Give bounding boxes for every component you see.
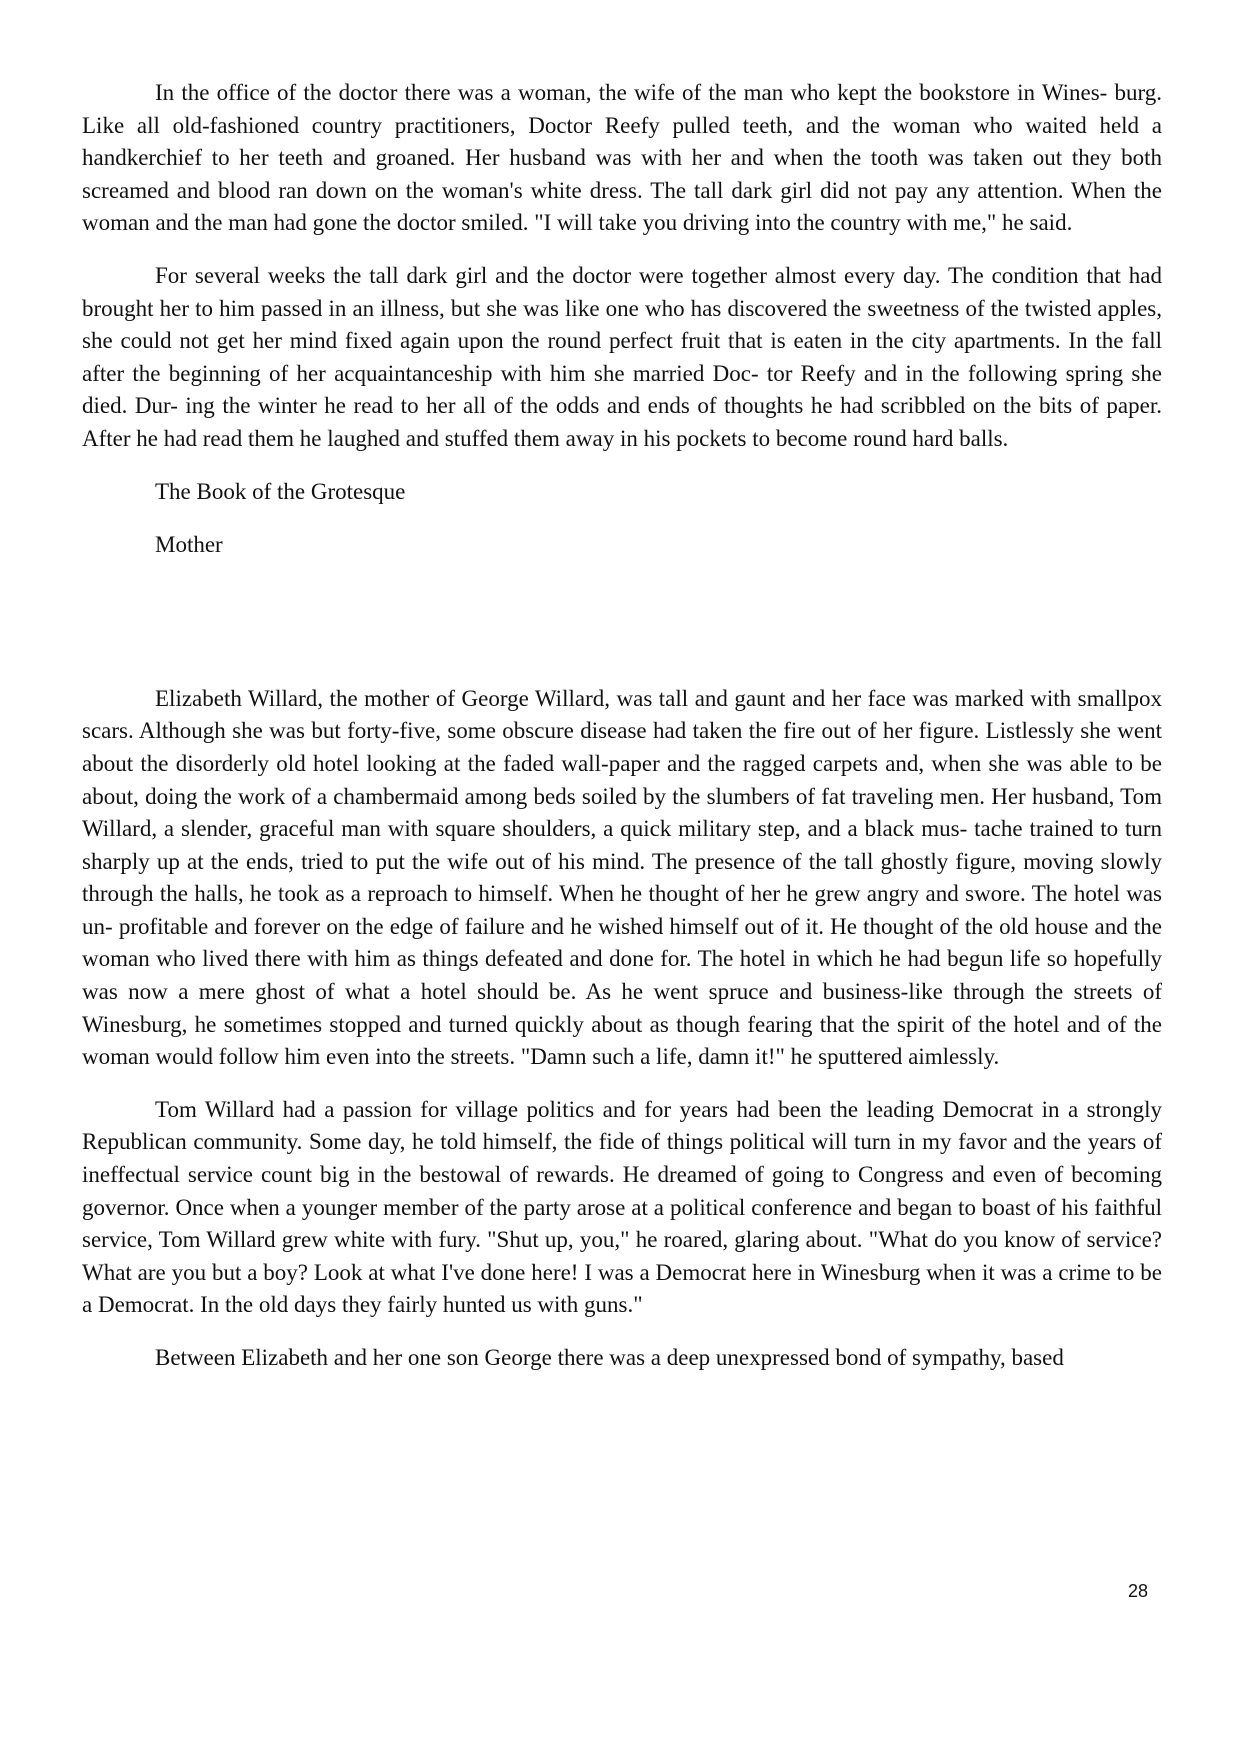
body-text [82, 77, 1162, 1395]
book-title: The Book of the Grotesque [155, 478, 406, 504]
paragraph-elizabeth-willard: Elizabeth Willard, the mother of George Willard, was tall and gaunt and her face was marked with smallpox scars. Although she was but forty-five, some obscure disease had taken the fire out of her figure. Listlessly she went about the disorderly old hotel looking at the faded wall-paper and the ragged carpets and, when she was able to be about, doing the work of a chambermaid among beds soiled by the slumbers of fat traveling men. Her husband, Tom Willard, a slender, graceful man with square shoulders, a quick military step, and a black mus- tache trained to turn sharply up at the ends, tried to put the wife out of his mind. The presence of the tall ghostly figure, moving slowly through the halls, he took as a reproach to himself. When he thought of her he grew angry and swore. The hotel was un- profitable and forever on the edge of failure and he wished himself out of it. He thought of the old house and the woman who lived there with him as things defeated and done for. The hotel in which he had begun life so hopefully was now a mere ghost of what a hotel should be. As he went spruce and business-like through the streets of Winesburg, he sometimes stopped and turned quickly about as though fearing that the spirit of the hotel and of the woman would follow him even into the streets. "Damn such a life, damn it!" he sputtered aimlessly. [82, 685, 1162, 1070]
page-number: 28 [1128, 1581, 1149, 1601]
paragraph-several-weeks: For several weeks the tall dark girl and the doctor were together almost every day. The condition that had brought her to him passed in an illness, but she was like one who has discovered the sweetness of the twisted apples, she could not get her mind fixed again upon the round perfect fruit that is eaten in the city apartments. In the fall after the beginning of her acquaintanceship with him she married Doc- tor Reefy and in the following spring she died. Dur- ing the winter he read to her all of the odds and ends of thoughts he had scribbled on the bits of paper. After he had read them he laughed and stuffed them away in his pockets to become round hard balls. [82, 262, 1162, 451]
paragraph-tom-willard-politics: Tom Willard had a passion for village politics and for years had been the leading Democrat in a strongly Republican community. Some day, he told himself, the fide of things political will turn in my favor and the years of ineffectual service count big in the bestowal of rewards. He dreamed of going to Congress and even of becoming governor. Once when a younger member of the party arose at a political conference and began to boast of his faithful service, Tom Willard grew white with fury. "Shut up, you," he roared, glaring about. "What do you know of service? What are you but a boy? Look at what I've done here! I was a Democrat here in Winesburg when it was a crime to be a Democrat. In the old days they fairly hunted us with guns." [82, 1096, 1162, 1318]
paragraph-elizabeth-george: Between Elizabeth and her one son George there was a deep unexpressed bond of sympathy, based [155, 1345, 1064, 1370]
paragraph-doctor-office: In the office of the doctor there was a woman, the wife of the man who kept the bookstore in Wines- burg. Like all old-fashioned country practitioners, Doctor Reefy pulled teeth, and the woman who waited held a handkerchief to her teeth and groaned. Her husband was with her and when the tooth was taken out they both screamed and blood ran down on the woman's white dress. The tall dark girl did not pay any attention. When the woman and the man had gone the doctor smiled. "I will take you driving into the country with me," he said. [82, 80, 1162, 236]
chapter-spacer [82, 583, 1162, 683]
chapter-title: Mother [155, 532, 223, 558]
